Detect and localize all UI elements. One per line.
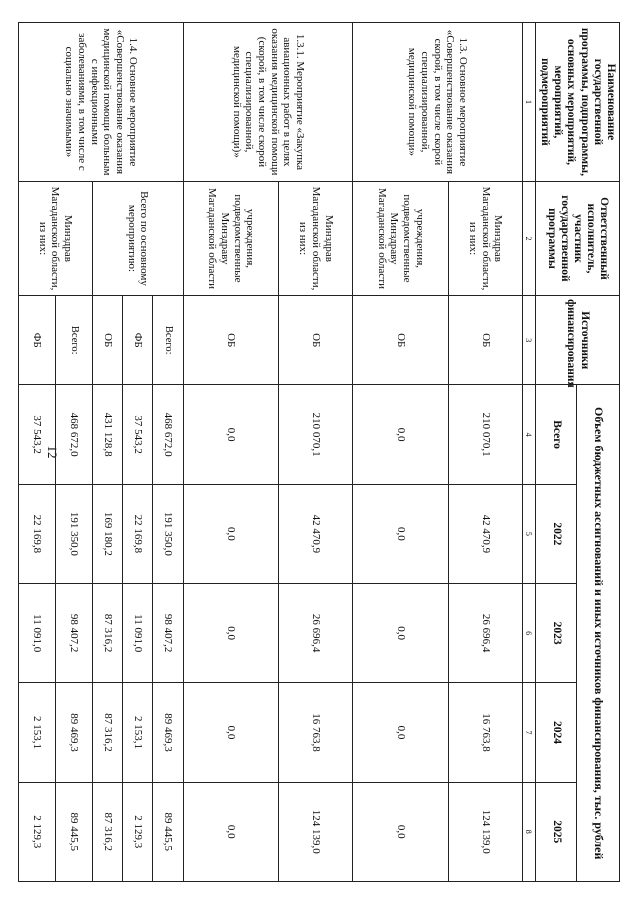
value-cell: 98 407,2 bbox=[153, 584, 183, 683]
value-cell: 0,0 bbox=[353, 584, 449, 683]
value-cell: 37 543,2 bbox=[122, 385, 152, 484]
activity-name: 1.3.1. Мероприятие «Закупка авиационных работ в целях оказания медицинской помощи (скорой, в том числе скорой специализированной, медицинской помощи)» bbox=[183, 23, 353, 182]
source-cell: ОБ bbox=[92, 296, 122, 385]
value-cell: 37 543,2 bbox=[18, 385, 55, 484]
header-source: Источники финансирования bbox=[535, 296, 619, 385]
value-cell: 191 350,0 bbox=[55, 484, 92, 583]
activity-name: 1.4. Основное мероприятие «Совершенствование оказания медицинской помощи больным с инфекционными заболеваниями, в том числе с социально значимыми» bbox=[18, 23, 183, 182]
column-number: 1 bbox=[522, 23, 535, 182]
source-cell: ОБ bbox=[183, 296, 279, 385]
value-cell: 98 407,2 bbox=[55, 584, 92, 683]
executor-cell: Минздрав Магаданской области, из них: bbox=[18, 181, 92, 295]
value-cell: 0,0 bbox=[183, 683, 279, 782]
column-number: 6 bbox=[522, 584, 535, 683]
value-cell: 0,0 bbox=[183, 584, 279, 683]
header-funding: Объем бюджетных ассигнований и иных источников финансирования, тыс. рублей bbox=[577, 385, 620, 882]
value-cell: 2 153,1 bbox=[18, 683, 55, 782]
header-name: Наименование государственной программы, подпрограммы, основных мероприятий, мероприятий, подмероприятий bbox=[535, 23, 619, 182]
value-cell: 210 070,1 bbox=[448, 385, 522, 484]
value-cell: 0,0 bbox=[353, 385, 449, 484]
value-cell: 0,0 bbox=[183, 484, 279, 583]
value-cell: 22 169,8 bbox=[18, 484, 55, 583]
page-number: 12 bbox=[45, 445, 60, 459]
header-year: 2023 bbox=[535, 584, 577, 683]
source-cell: ОБ bbox=[448, 296, 522, 385]
column-number: 2 bbox=[522, 181, 535, 295]
value-cell: 0,0 bbox=[183, 385, 279, 484]
value-cell: 22 169,8 bbox=[122, 484, 152, 583]
source-cell: ФБ bbox=[122, 296, 152, 385]
source-cell: Всего: bbox=[153, 296, 183, 385]
value-cell: 468 672,0 bbox=[55, 385, 92, 484]
column-number: 5 bbox=[522, 484, 535, 583]
value-cell: 89 445,5 bbox=[55, 782, 92, 881]
value-cell: 124 139,0 bbox=[448, 782, 522, 881]
value-cell: 210 070,1 bbox=[279, 385, 353, 484]
header-year: 2025 bbox=[535, 782, 577, 881]
value-cell: 16 763,8 bbox=[448, 683, 522, 782]
executor-cell: Минздрав Магаданской области, из них: bbox=[279, 181, 353, 295]
value-cell: 87 316,2 bbox=[92, 683, 122, 782]
value-cell: 468 672,0 bbox=[153, 385, 183, 484]
value-cell: 2 129,3 bbox=[18, 782, 55, 881]
value-cell: 2 129,3 bbox=[122, 782, 152, 881]
value-cell: 89 469,3 bbox=[153, 683, 183, 782]
value-cell: 87 316,2 bbox=[92, 584, 122, 683]
value-cell: 11 091,0 bbox=[18, 584, 55, 683]
header-total: Всего bbox=[535, 385, 577, 484]
value-cell: 0,0 bbox=[353, 782, 449, 881]
value-cell: 26 696,4 bbox=[448, 584, 522, 683]
column-number: 3 bbox=[522, 296, 535, 385]
executor-cell: учреждения, подведомственные Минздраву Магаданской области bbox=[183, 181, 279, 295]
source-cell: Всего: bbox=[55, 296, 92, 385]
header-year: 2022 bbox=[535, 484, 577, 583]
column-number: 8 bbox=[522, 782, 535, 881]
source-cell: ОБ bbox=[353, 296, 449, 385]
column-number: 4 bbox=[522, 385, 535, 484]
value-cell: 16 763,8 bbox=[279, 683, 353, 782]
value-cell: 191 350,0 bbox=[153, 484, 183, 583]
value-cell: 0,0 bbox=[183, 782, 279, 881]
value-cell: 169 180,2 bbox=[92, 484, 122, 583]
value-cell: 431 128,8 bbox=[92, 385, 122, 484]
value-cell: 11 091,0 bbox=[122, 584, 152, 683]
executor-cell: учреждения, подведомственные Минздраву Магаданской области bbox=[353, 181, 449, 295]
value-cell: 87 316,2 bbox=[92, 782, 122, 881]
value-cell: 89 445,5 bbox=[153, 782, 183, 881]
executor-cell: Минздрав Магаданской области, из них: bbox=[448, 181, 522, 295]
header-executor: Ответственный исполнитель, участник государственной программы bbox=[535, 181, 619, 295]
activity-name: 1.3. Основное мероприятие «Совершенствование оказания скорой, в том числе скорой специализированной, медицинской помощи» bbox=[353, 23, 523, 182]
header-year: 2024 bbox=[535, 683, 577, 782]
value-cell: 2 153,1 bbox=[122, 683, 152, 782]
source-cell: ФБ bbox=[18, 296, 55, 385]
value-cell: 0,0 bbox=[353, 683, 449, 782]
value-cell: 89 469,3 bbox=[55, 683, 92, 782]
value-cell: 124 139,0 bbox=[279, 782, 353, 881]
table-row bbox=[448, 23, 522, 882]
column-number: 7 bbox=[522, 683, 535, 782]
value-cell: 42 470,9 bbox=[448, 484, 522, 583]
value-cell: 0,0 bbox=[353, 484, 449, 583]
executor-cell: Всего по основному мероприятию: bbox=[92, 181, 183, 295]
funding-table bbox=[18, 22, 620, 882]
table-row bbox=[279, 23, 353, 882]
value-cell: 26 696,4 bbox=[279, 584, 353, 683]
table-row bbox=[153, 23, 183, 882]
source-cell: ОБ bbox=[279, 296, 353, 385]
value-cell: 42 470,9 bbox=[279, 484, 353, 583]
